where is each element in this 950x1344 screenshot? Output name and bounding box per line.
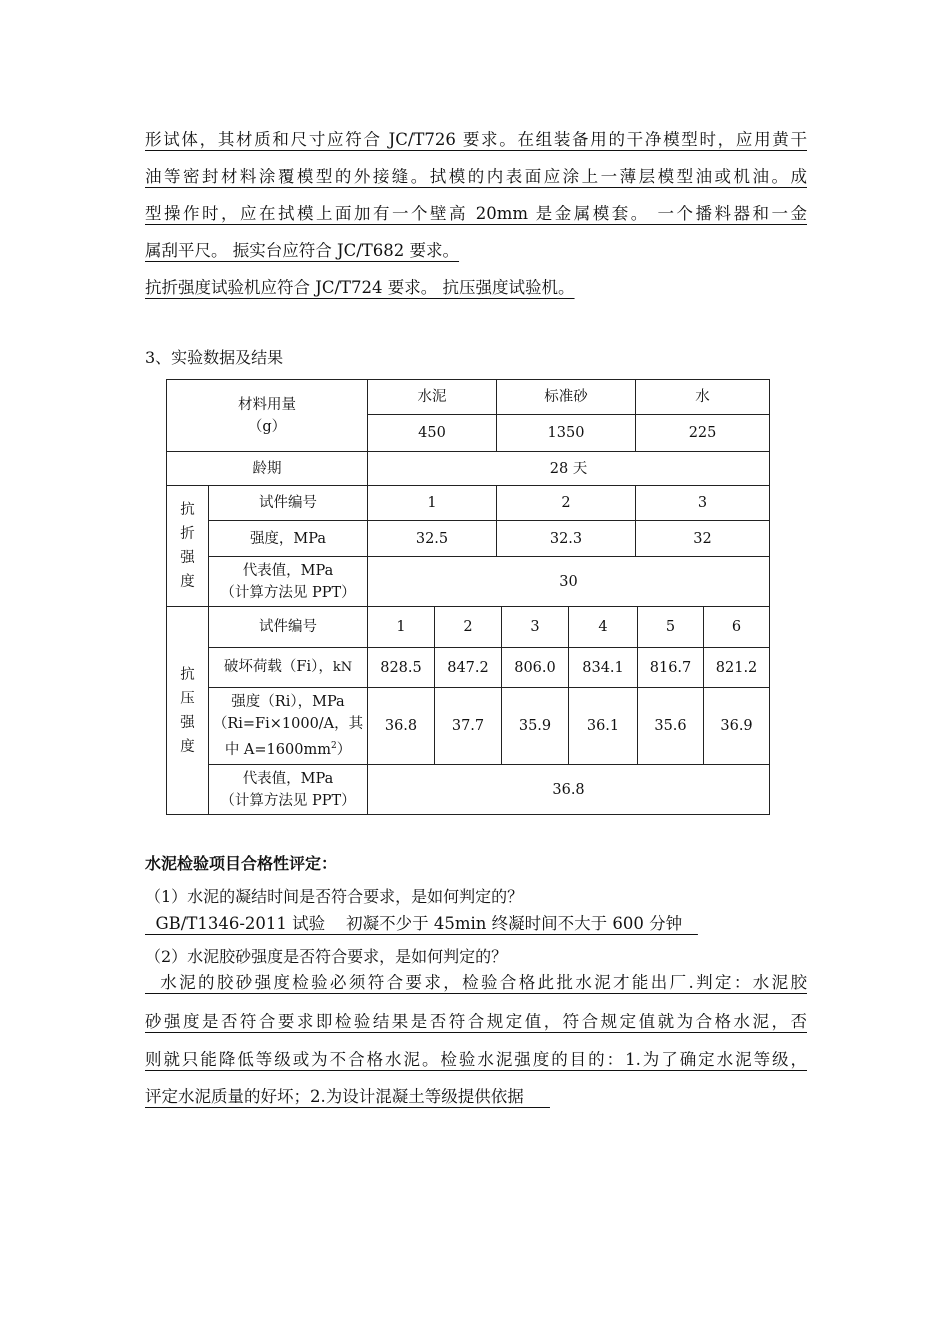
amount-water: 225: [636, 415, 770, 452]
flex-specimen-1: 1: [368, 486, 497, 521]
answer-2-line-2: 砂强度是否符合要求即检验结果是否符合规定值，符合规定值就为合格水泥，否: [145, 1012, 807, 1031]
flex-strength-2: 32.3: [497, 521, 636, 557]
comp-strength-label: 强度（Ri），MPa （Ri=Fi×1000/A，其 中 $A=1600mm^2$）: [209, 688, 368, 765]
comp-strength-6: 36.9: [704, 688, 770, 765]
comp-specimen-4: 4: [569, 607, 638, 648]
amount-sand: 1350: [497, 415, 636, 452]
results-table: [166, 379, 770, 815]
comp-strength-5: 35.6: [638, 688, 704, 765]
flex-representative-label: 代表值，MPa （计算方法见 PPT）: [209, 557, 368, 607]
load-4: 834.1: [569, 648, 638, 688]
load-1: 828.5: [368, 648, 435, 688]
answer-2-line-4: 评定水泥质量的好坏；2.为设计混凝土等级提供依据: [145, 1087, 550, 1106]
comp-specimen-label: 试件编号: [209, 607, 368, 648]
intro-line-1: 形试体，其材质和尺寸应符合 JC/T726 要求。在组装备用的干净模型时，应用黄干: [145, 130, 807, 149]
flex-specimen-2: 2: [497, 486, 636, 521]
section-heading: 3、实验数据及结果: [145, 348, 284, 367]
material-usage-label: 材料用量 （g）: [167, 380, 368, 452]
answer-2-line-3: 则就只能降低等级或为不合格水泥。检验水泥强度的目的：1.为了确定水泥等级，: [145, 1050, 807, 1069]
comp-representative-value: 36.8: [368, 765, 770, 815]
comp-representative-label: 代表值，MPa （计算方法见 PPT）: [209, 765, 368, 815]
compressive-group-label: 抗 压 强 度: [167, 607, 209, 815]
material-water: 水: [636, 380, 770, 415]
material-cement: 水泥: [368, 380, 497, 415]
evaluation-heading: 水泥检验项目合格性评定：: [145, 854, 338, 873]
comp-specimen-6: 6: [704, 607, 770, 648]
flex-representative-value: 30: [368, 557, 770, 607]
comp-strength-4: 36.1: [569, 688, 638, 765]
comp-strength-2: 37.7: [435, 688, 502, 765]
question-2: （2）水泥胶砂强度是否符合要求，是如何判定的？: [145, 947, 508, 966]
material-sand: 标准砂: [497, 380, 636, 415]
comp-specimen-5: 5: [638, 607, 704, 648]
load-5: 816.7: [638, 648, 704, 688]
flexural-group-label: 抗 折 强 度: [167, 486, 209, 607]
intro-line-5: 抗折强度试验机应符合 JC/T724 要求。 抗压强度试验机。: [145, 278, 575, 297]
flex-specimen-3: 3: [636, 486, 770, 521]
comp-specimen-2: 2: [435, 607, 502, 648]
flex-specimen-label: 试件编号: [209, 486, 368, 521]
comp-strength-3: 35.9: [502, 688, 569, 765]
comp-strength-1: 36.8: [368, 688, 435, 765]
age-label: 龄期: [167, 452, 368, 486]
intro-line-4: 属刮平尺。 振实台应符合 JC/T682 要求。: [145, 241, 460, 260]
question-1: （1）水泥的凝结时间是否符合要求，是如何判定的？: [145, 887, 524, 906]
load-3: 806.0: [502, 648, 569, 688]
flex-strength-label: 强度，MPa: [209, 521, 368, 557]
flex-strength-3: 32: [636, 521, 770, 557]
answer-2-line-1: 水泥的胶砂强度检验必须符合要求，检验合格此批水泥才能出厂.判定：水泥胶: [145, 973, 807, 992]
answer-1: GB/T1346-2011 试验 初凝不少于 45min 终凝时间不大于 600 分钟: [145, 914, 698, 933]
flex-strength-1: 32.5: [368, 521, 497, 557]
load-label: 破坏荷载（Fi），kN: [209, 648, 368, 688]
comp-specimen-3: 3: [502, 607, 569, 648]
load-2: 847.2: [435, 648, 502, 688]
amount-cement: 450: [368, 415, 497, 452]
load-6: 821.2: [704, 648, 770, 688]
intro-line-3: 型操作时，应在拭模上面加有一个壁高 20mm 是金属模套。 一个播料器和一金: [145, 204, 807, 223]
intro-line-2: 油等密封材料涂覆模型的外接缝。拭模的内表面应涂上一薄层模型油或机油。成: [145, 167, 807, 186]
comp-specimen-1: 1: [368, 607, 435, 648]
age-value: 28 天: [368, 452, 770, 486]
